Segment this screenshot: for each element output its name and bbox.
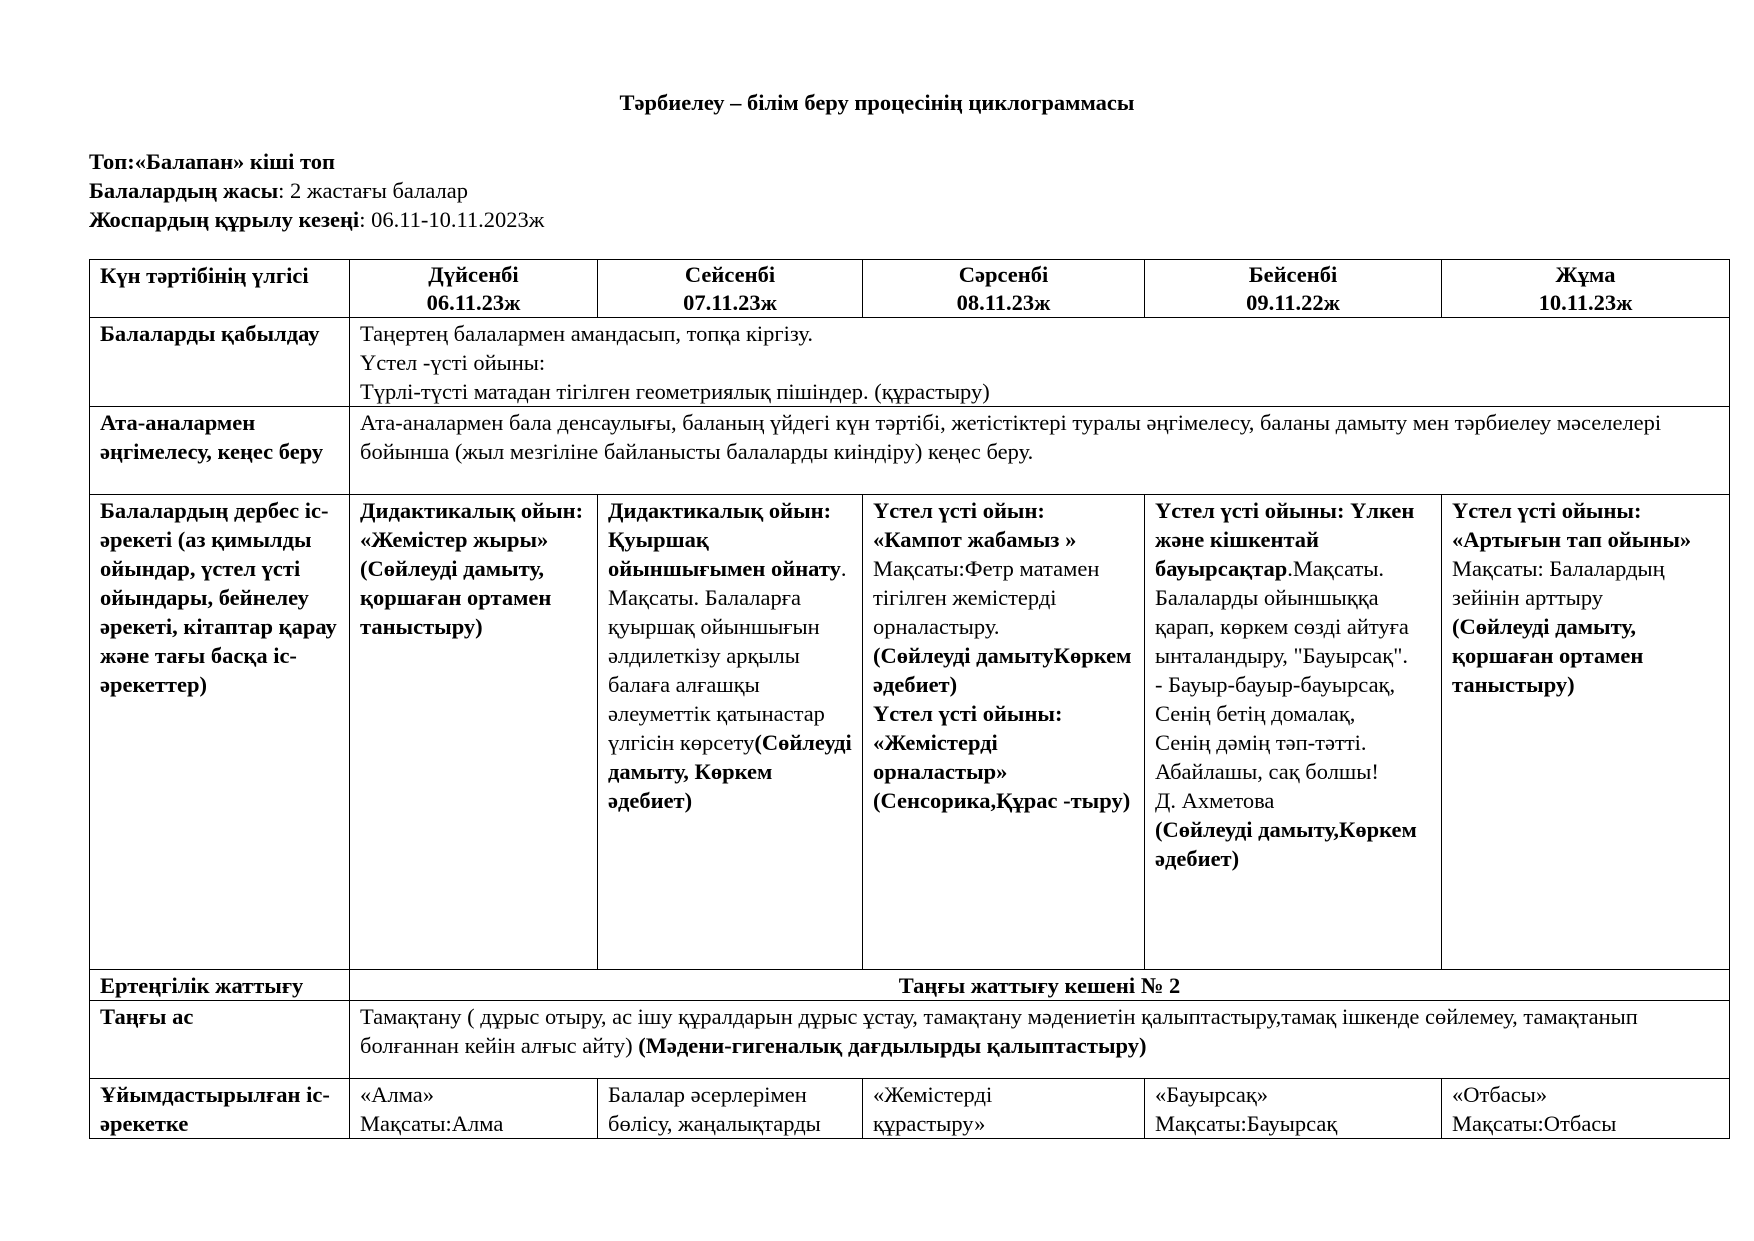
- organized-tuesday: Балалар әсерлерімен бөлісу, жаңалықтарды: [598, 1079, 863, 1139]
- organized-friday: «Отбасы» Мақсаты:Отбасы: [1442, 1079, 1730, 1139]
- age-line: Балалардың жасы: 2 жастағы балалар: [89, 178, 468, 203]
- reception-content: Таңертең балалармен амандасып, топқа кіргізу. Үстел -үсті ойыны: Түрлі-түсті матадан тігілген геометриялық пішіндер. (құрастыру): [350, 318, 1730, 407]
- day-header-thursday: Бейсенбі 09.11.22ж: [1145, 260, 1442, 318]
- breakfast-content: Тамақтану ( дұрыс отыру, ас ішу құралдарын дұрыс ұстау, тамақтану мәдениетін қалыптастыру,тамақ ішкенде сөйлемеу, тамақтанып болғаннан кейін алғыс айту) (Мәдени-гигеналық дағдылырды қалыптастыру): [350, 1001, 1730, 1079]
- header-label-cell: Күн тәртібінің үлгісі: [90, 260, 350, 318]
- group-line: Топ:«Балапан» кіші топ: [89, 149, 335, 174]
- exercise-label: Ертеңгілік жаттығу: [90, 970, 350, 1001]
- activity-wednesday: Үстел үсті ойын: «Кампот жабамыз » Мақсаты:Фетр матамен тігілген жемістерді орналастыру. (Сөйлеуді дамытуКөркем әдебиет) Үстел үсті ойыны: «Жемістерді орналастыр» (Сенсорика,Құрас -тыру): [863, 495, 1145, 970]
- day-header-monday: Дүйсенбі 06.11.23ж: [350, 260, 598, 318]
- exercise-row: [90, 970, 1730, 1001]
- organized-monday: «Алма» Мақсаты:Алма: [350, 1079, 598, 1139]
- activity-label: Балалардың дербес іс-әрекеті (аз қимылды ойындар, үстел үсті ойындары, бейнелеу әрекеті, кітаптар қарау және тағы басқа іс-әрекеттер): [90, 495, 350, 970]
- parents-content: Ата-аналармен бала денсаулығы, баланың үйдегі күн тәртібі, жетістіктері туралы әңгімелесу, баланы дамыту мен тәрбиелеу мәселелері бойынша (жыл мезгіліне байланысты балаларды киіндіру) кеңес беру.: [350, 407, 1730, 495]
- breakfast-label: Таңғы ас: [90, 1001, 350, 1079]
- reception-label: Балаларды қабылдау: [90, 318, 350, 407]
- organized-thursday: «Бауырсақ» Мақсаты:Бауырсақ: [1145, 1079, 1442, 1139]
- parents-label: Ата-аналармен әңгімелесу, кеңес беру: [90, 407, 350, 495]
- day-header-tuesday: Сейсенбі 07.11.23ж: [598, 260, 863, 318]
- cyclogram-table: [89, 259, 1730, 1139]
- plan-meta: [89, 147, 544, 234]
- organized-row: [90, 1079, 1730, 1139]
- activity-tuesday: Дидактикалық ойын: Қуыршақ ойыншығымен ойнату. Мақсаты. Балаларға қуыршақ ойыншығын әлдилеткізу арқылы балаға алғашқы әлеуметтік қатынастар үлгісін көрсету(Сөйлеуді дамыту, Көркем әдебиет): [598, 495, 863, 970]
- day-header-wednesday: Сәрсенбі 08.11.23ж: [863, 260, 1145, 318]
- exercise-content: Таңғы жаттығу кешені № 2: [350, 970, 1730, 1001]
- page-title: Тәрбиелеу – білім беру процесінің циклограммасы: [619, 90, 1135, 115]
- organized-label: Ұйымдастырылған іс-әрекетке: [90, 1079, 350, 1139]
- activity-thursday: Үстел үсті ойыны: Үлкен және кішкентай бауырсақтар.Мақсаты. Балаларды ойыншыққа қарап, көркем сөзді айтуға ынталандыру, "Бауырсақ". - Бауыр-бауыр-бауырсақ, Сенің бетің домалақ, Сенің дәмің тәп-тәтті. Абайлашы, сақ болшы! Д. Ахметова (Сөйлеуді дамыту,Көркем әдебиет): [1145, 495, 1442, 970]
- activity-monday: Дидактикалық ойын: «Жемістер жыры» (Сөйлеуді дамыту, қоршаған ортамен таныстыру): [350, 495, 598, 970]
- organized-wednesday: «Жемістерді құрастыру»: [863, 1079, 1145, 1139]
- activity-row: [90, 495, 1730, 970]
- activity-friday: Үстел үсті ойыны: «Артығын тап ойыны» Мақсаты: Балалардың зейінін арттыру (Сөйлеуді дамыту, қоршаған ортамен таныстыру): [1442, 495, 1730, 970]
- day-header-friday: Жұма 10.11.23ж: [1442, 260, 1730, 318]
- period-line: Жоспардың құрылу кезеңі: 06.11-10.11.2023ж: [89, 207, 545, 232]
- header-row: [90, 260, 1730, 318]
- parents-row: [90, 407, 1730, 495]
- reception-row: [90, 318, 1730, 407]
- breakfast-row: [90, 1001, 1730, 1079]
